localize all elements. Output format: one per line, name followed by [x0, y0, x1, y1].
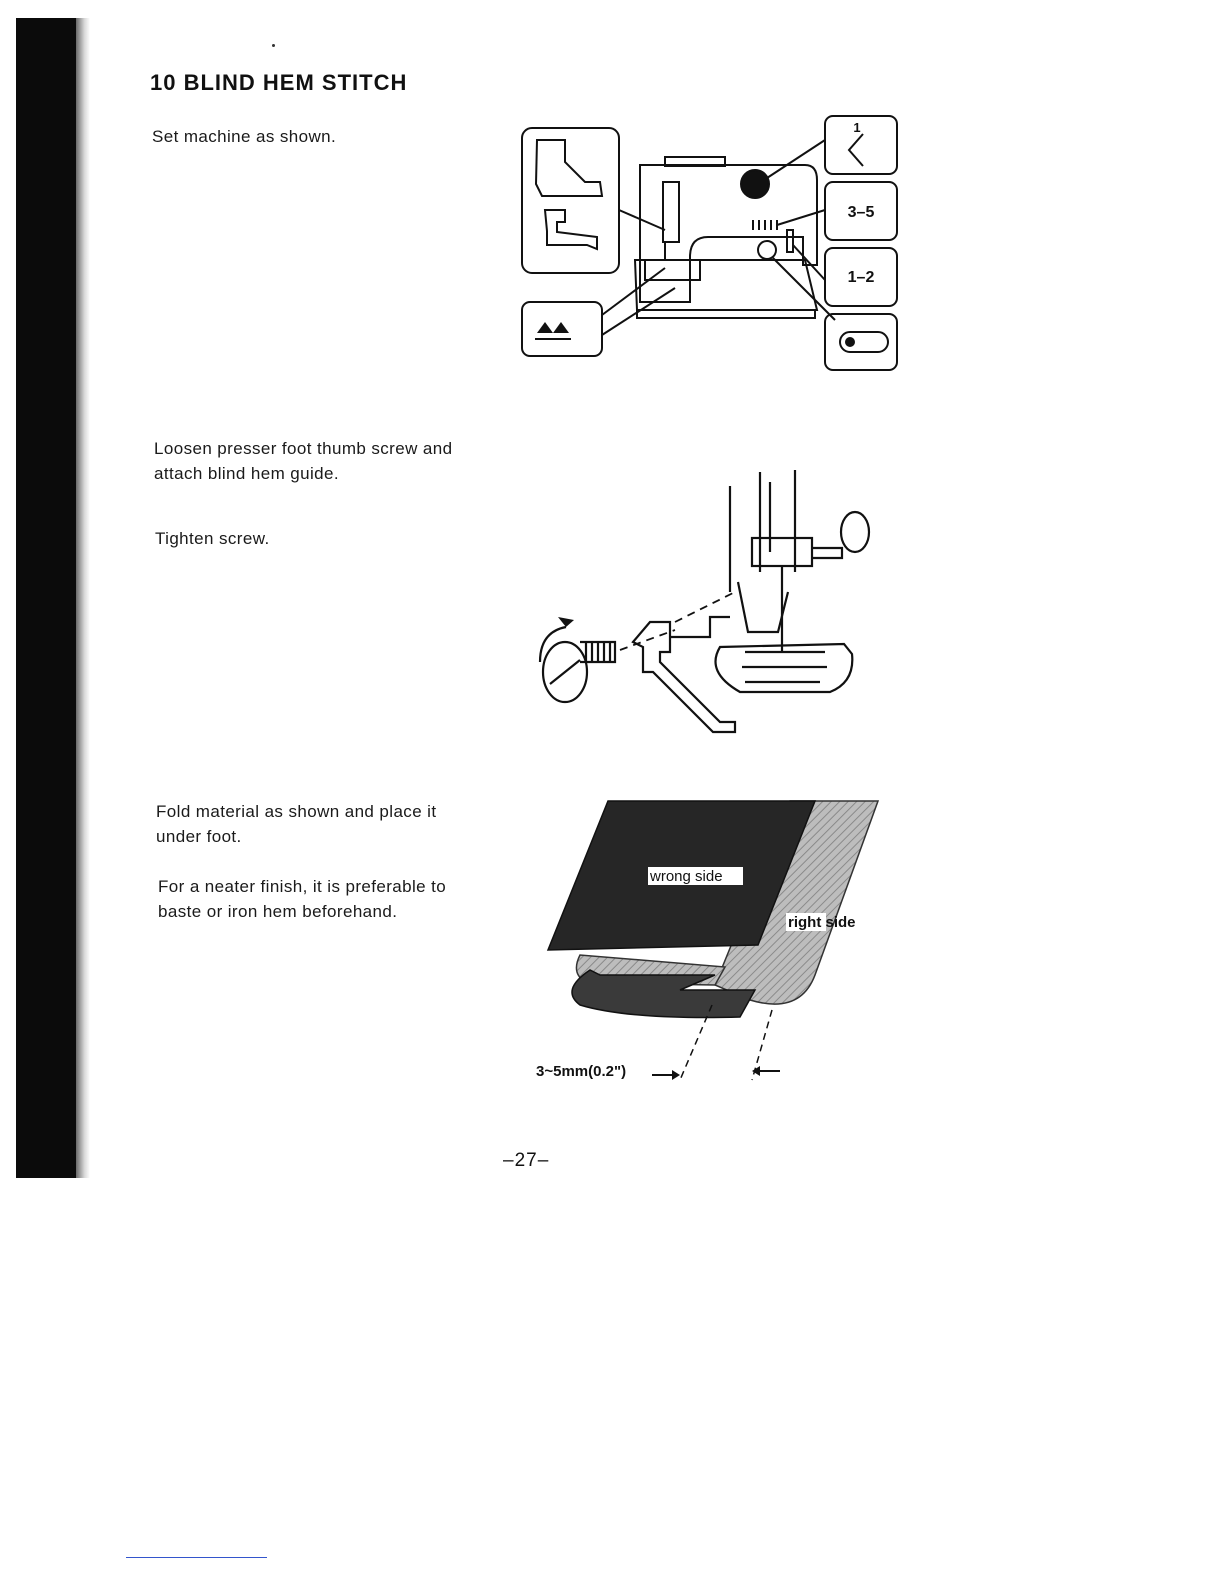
measurement-label: 3~5mm(0.2") [536, 1063, 627, 1080]
machine-settings-figure [515, 110, 905, 380]
blind-hem-guide-figure [520, 462, 890, 762]
stitch-pattern-number: 1 [853, 120, 861, 135]
binding-shadow [76, 18, 90, 1178]
step-tighten-screw: Tighten screw. [155, 529, 270, 548]
print-speck [272, 44, 275, 47]
step-neater-finish: For a neater finish, it is preferable to baste or iron hem beforehand. [158, 877, 447, 921]
step-set-machine: Set machine as shown. [152, 127, 337, 146]
step-fold-material: Fold material as shown and place it under foot. [156, 802, 437, 846]
binding-spine [16, 18, 76, 1178]
footer-rule [126, 1557, 267, 1558]
step-attach-guide: Loosen presser foot thumb screw and attach blind hem guide. [154, 439, 453, 483]
wrong-side-label: wrong side [650, 868, 723, 885]
stitch-width-setting: 3–5 [847, 204, 875, 221]
stitch-length-setting: 1–2 [847, 269, 875, 286]
right-side-label: right side [788, 914, 856, 931]
section-title: 10 BLIND HEM STITCH [150, 70, 408, 95]
page-number: –27– [503, 1150, 550, 1171]
fold-material-figure [536, 795, 900, 1095]
